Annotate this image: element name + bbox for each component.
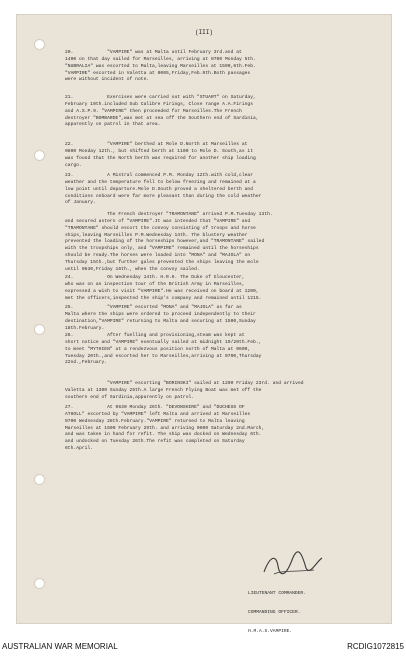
paragraph-line: and undocked on Tuesday 26th.The refit was completed on Saturday bbox=[65, 439, 245, 445]
punch-hole bbox=[35, 151, 44, 160]
signature-ship: H.M.A.S.VAMPIRE. bbox=[248, 629, 293, 635]
paragraph-line: destination,"VAMPIRE" returning to Malta and securing at 1500,Sunday bbox=[65, 318, 256, 324]
paragraph-line: 22. "VAMPIRE" berthed at Mole D.North at Marseilles at bbox=[65, 142, 248, 147]
paragraph-line: 1400 on that day sailed for Marseilles, arriving at 0700 Monday 5th. bbox=[65, 56, 256, 62]
paragraph-line: low point until departure.Mole D.South proved a sheltered berth and bbox=[65, 186, 254, 192]
paragraph bbox=[65, 305, 375, 332]
paragraph-line: 6th.April. bbox=[65, 446, 94, 452]
paragraph-line: of January. bbox=[65, 200, 96, 206]
paragraph-line: ships,leaving Marseilles P.M.Wednesday 14th. The blustery weather bbox=[65, 232, 248, 238]
paragraph-line: 0800 Monday 12th., but shifted berth at 1100 to Mole D. South,as it bbox=[65, 148, 254, 154]
paragraph-line: who was on an inspection tour of the British Army in Marseilles, bbox=[65, 281, 245, 287]
paragraph-line: destroyer "BOMBARDE",was met at sea off the Southern end of Sardinia, bbox=[65, 115, 259, 121]
paragraph-line: February 10th.included Sub Calibre Firings, Close range A.A.Firings bbox=[65, 101, 254, 107]
paragraph-line: and A.S.P.9. "VAMPIRE" then proceeded for Marseilles.The French bbox=[65, 108, 242, 114]
paragraph bbox=[65, 405, 375, 453]
paragraph-line: and was taken in hand for refit. The ship was docked on Wednesday 6th. bbox=[65, 432, 262, 438]
paragraph-line: 21. Exercises were carried out with "STUART" on Saturday, bbox=[65, 95, 256, 100]
paragraph-line: should be ready.The horses were loaded into "MONA" and "MAJOLA" on bbox=[65, 253, 251, 259]
paragraph-line: Marseilles at 1600 February 29th. and arriving 0600 Saturday 2nd.March, bbox=[65, 425, 265, 431]
paragraph-line: "VAMPIRE" escorted in Valetta at 0005,Friday,Feb.9th.Both passages bbox=[65, 70, 251, 76]
paragraph-line: met the officers,inspected the ship's company and remained until 1215. bbox=[65, 295, 262, 301]
paragraph-line: until 0630,Friday 16th., when the convoy sailed. bbox=[65, 266, 200, 272]
paragraph-line: 23. A Mistral commenced P.M. Monday 12th.with cold,clear bbox=[65, 173, 254, 178]
paragraph-line: "TRAMONTANE" should escort the convoy consisting of troops and horse bbox=[65, 225, 256, 231]
paragraph-line: southern end of Sardinia,apparently on patrol. bbox=[65, 394, 195, 400]
paragraph-line: The French destroyer "TRAMONTANE" arrived P.M.Tuesday 13th. bbox=[65, 212, 273, 217]
paragraph-line: "NUBRALIA" was escorted to Malta,leaving Marseilles at 1500,6th.Feb. bbox=[65, 63, 256, 69]
paragraph-line: 26. After fuelling and provisioning,steam was kept at bbox=[65, 333, 245, 338]
document-page bbox=[16, 14, 392, 635]
paragraph-line: Tuesday 20th.,and escorted her to Marseilles,arriving at 0700,Thursday bbox=[65, 353, 262, 359]
paragraph-line: 24. On Wednesday 14th. H.R.H. The Duke of Gloucester, bbox=[65, 275, 245, 280]
paragraph bbox=[65, 50, 375, 84]
page-number: (III) bbox=[194, 29, 213, 36]
footer-archive-name: AUSTRALIAN WAR MEMORIAL bbox=[2, 642, 118, 651]
signature-block bbox=[248, 578, 378, 648]
paragraph-line: to meet "MYTHIEN" at a rendezvous position north of Malta at 0600, bbox=[65, 346, 251, 352]
paragraph-line: cargo. bbox=[65, 162, 82, 168]
paragraph-line: conditions onboard were far more pleasant than during the cold weather bbox=[65, 193, 262, 199]
punch-hole bbox=[35, 579, 44, 588]
paragraph bbox=[65, 275, 375, 302]
paragraph-line: weather and the temperature fell to below freezing and remained at a bbox=[65, 179, 256, 185]
paragraph bbox=[65, 142, 375, 169]
paragraph-line: 20. "VAMPIRE" was at Malta until February 3rd.and at bbox=[65, 50, 242, 55]
paragraph-line: "VAMPIRE" escorting "BORINSKI" sailed at 1200 Friday 23rd. and arrived bbox=[65, 381, 304, 386]
paragraph bbox=[65, 95, 375, 129]
paragraph-line: expressed a wish to visit "VAMPIRE".He was received on board at 1200, bbox=[65, 288, 259, 294]
paragraph-line: and secured astern of "VAMPIRE".It was intended that "VAMPIRE" and bbox=[65, 218, 251, 224]
paragraph-line: apparently on patrol in that area. bbox=[65, 122, 161, 128]
paragraph-line: Valetta at 1300 Sunday 25th.A large French Flying Boat was met off the bbox=[65, 387, 262, 393]
handwritten-signature bbox=[256, 550, 326, 580]
punch-hole bbox=[35, 325, 44, 334]
paragraph bbox=[65, 173, 375, 207]
paragraph-line: 0700 Wednesday 28th.February."VAMPIRE" returned to Malta leaving bbox=[65, 418, 245, 424]
punch-hole bbox=[35, 475, 44, 484]
paragraph-line: was found that the North berth was required for another ship loading bbox=[65, 155, 256, 161]
punch-hole bbox=[35, 40, 44, 49]
paragraph-line: 22nd.,February. bbox=[65, 360, 108, 366]
paragraph-line: were without incident of note. bbox=[65, 77, 150, 83]
paragraph-line: 18th.February. bbox=[65, 325, 105, 331]
paragraph bbox=[65, 381, 375, 402]
paragraph-line: Thursday 15th.,but further gales prevented the ships leaving the mole bbox=[65, 259, 259, 265]
paragraph-line: 27. At 0630 Monday 26th. "DEVONSHIRE" and "DUCHESS OF bbox=[65, 405, 245, 410]
signature-rank: LIEUTENANT COMMANDER. bbox=[248, 590, 306, 596]
paragraph-line: 25. "VAMPIRE" escorted "MONA" and "MAJOLA" as far as bbox=[65, 305, 242, 310]
paragraph-line: Malta where the ships were ordered to proceed independently to their bbox=[65, 311, 256, 317]
signature-title: COMMANDING OFFICER. bbox=[248, 610, 301, 616]
paragraph bbox=[65, 212, 375, 274]
paragraph-line: ATHOLL" escorted by "VAMPIRE" left Malta and arrived at Marseilles bbox=[65, 411, 251, 417]
paragraph-line: prevented the loading of the horseships however,and "TRAMONTANE" sailed bbox=[65, 239, 265, 245]
paragraph-line: with the troopships only, and "VAMPIRE" remained until the horseships bbox=[65, 246, 259, 252]
paragraph bbox=[65, 333, 375, 367]
paragraph-line: short notice and "VAMPIRE" eventually sailed at midnight 19/20th.Feb., bbox=[65, 339, 262, 345]
footer-record-id: RCDIG1072815 bbox=[347, 642, 404, 651]
